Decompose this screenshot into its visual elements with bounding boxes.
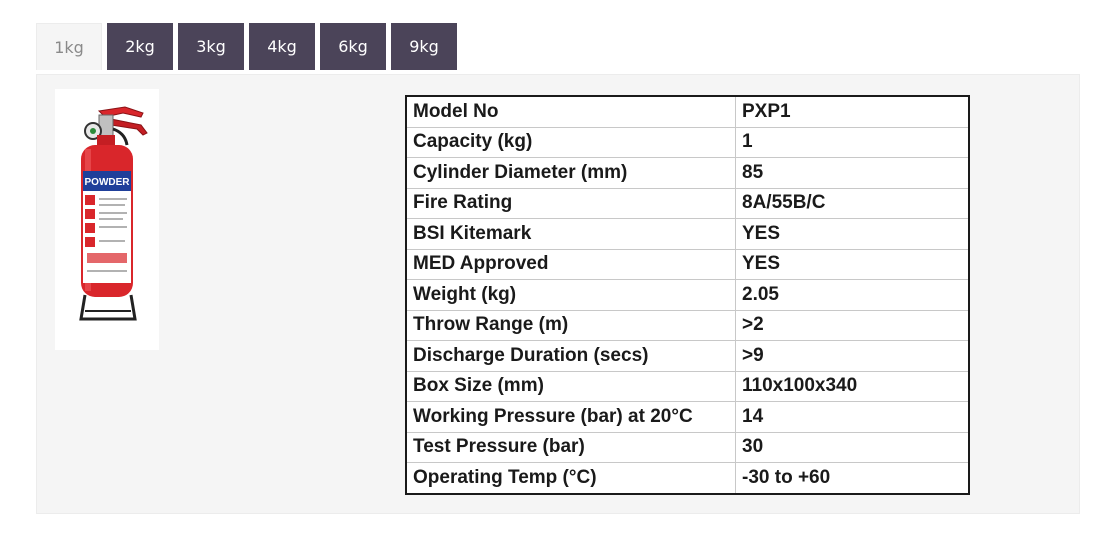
extinguisher-label-text: POWDER [84, 177, 130, 188]
spec-value: 110x100x340 [736, 371, 970, 402]
spec-label: Capacity (kg) [406, 127, 736, 158]
spec-label: Weight (kg) [406, 280, 736, 311]
tab-6kg[interactable]: 6kg [320, 23, 386, 70]
spec-value: YES [736, 249, 970, 280]
tab-panel [36, 74, 1080, 514]
spec-label: Test Pressure (bar) [406, 432, 736, 463]
spec-value: PXP1 [736, 96, 970, 127]
table-row [406, 402, 969, 433]
spec-label: Working Pressure (bar) at 20°C [406, 402, 736, 433]
spec-value: YES [736, 219, 970, 250]
spec-value: >9 [736, 341, 970, 372]
table-row [406, 432, 969, 463]
spec-label: BSI Kitemark [406, 219, 736, 250]
tab-3kg[interactable]: 3kg [178, 23, 244, 70]
spec-value: -30 to +60 [736, 463, 970, 494]
specifications-table [405, 95, 970, 495]
spec-value: 30 [736, 432, 970, 463]
tab-1kg[interactable]: 1kg [36, 23, 102, 70]
table-row [406, 249, 969, 280]
spec-label: Discharge Duration (secs) [406, 341, 736, 372]
spec-value: 85 [736, 158, 970, 189]
spec-value: 8A/55B/C [736, 188, 970, 219]
table-row [406, 158, 969, 189]
tab-9kg[interactable]: 9kg [391, 23, 457, 70]
tab-2kg[interactable]: 2kg [107, 23, 173, 70]
size-tabs [36, 23, 457, 70]
table-row [406, 219, 969, 250]
spec-label: Cylinder Diameter (mm) [406, 158, 736, 189]
fire-extinguisher-icon [55, 89, 159, 350]
spec-label: Model No [406, 96, 736, 127]
spec-label: Box Size (mm) [406, 371, 736, 402]
spec-label: Fire Rating [406, 188, 736, 219]
table-row [406, 280, 969, 311]
spec-label: Throw Range (m) [406, 310, 736, 341]
spec-value: 2.05 [736, 280, 970, 311]
table-row [406, 463, 969, 494]
spec-value: >2 [736, 310, 970, 341]
product-image [55, 89, 159, 350]
spec-value: 1 [736, 127, 970, 158]
table-row [406, 127, 969, 158]
spec-label: Operating Temp (°C) [406, 463, 736, 494]
table-row [406, 341, 969, 372]
table-row [406, 188, 969, 219]
table-row [406, 96, 969, 127]
tab-4kg[interactable]: 4kg [249, 23, 315, 70]
table-row [406, 310, 969, 341]
spec-label: MED Approved [406, 249, 736, 280]
spec-value: 14 [736, 402, 970, 433]
table-row [406, 371, 969, 402]
